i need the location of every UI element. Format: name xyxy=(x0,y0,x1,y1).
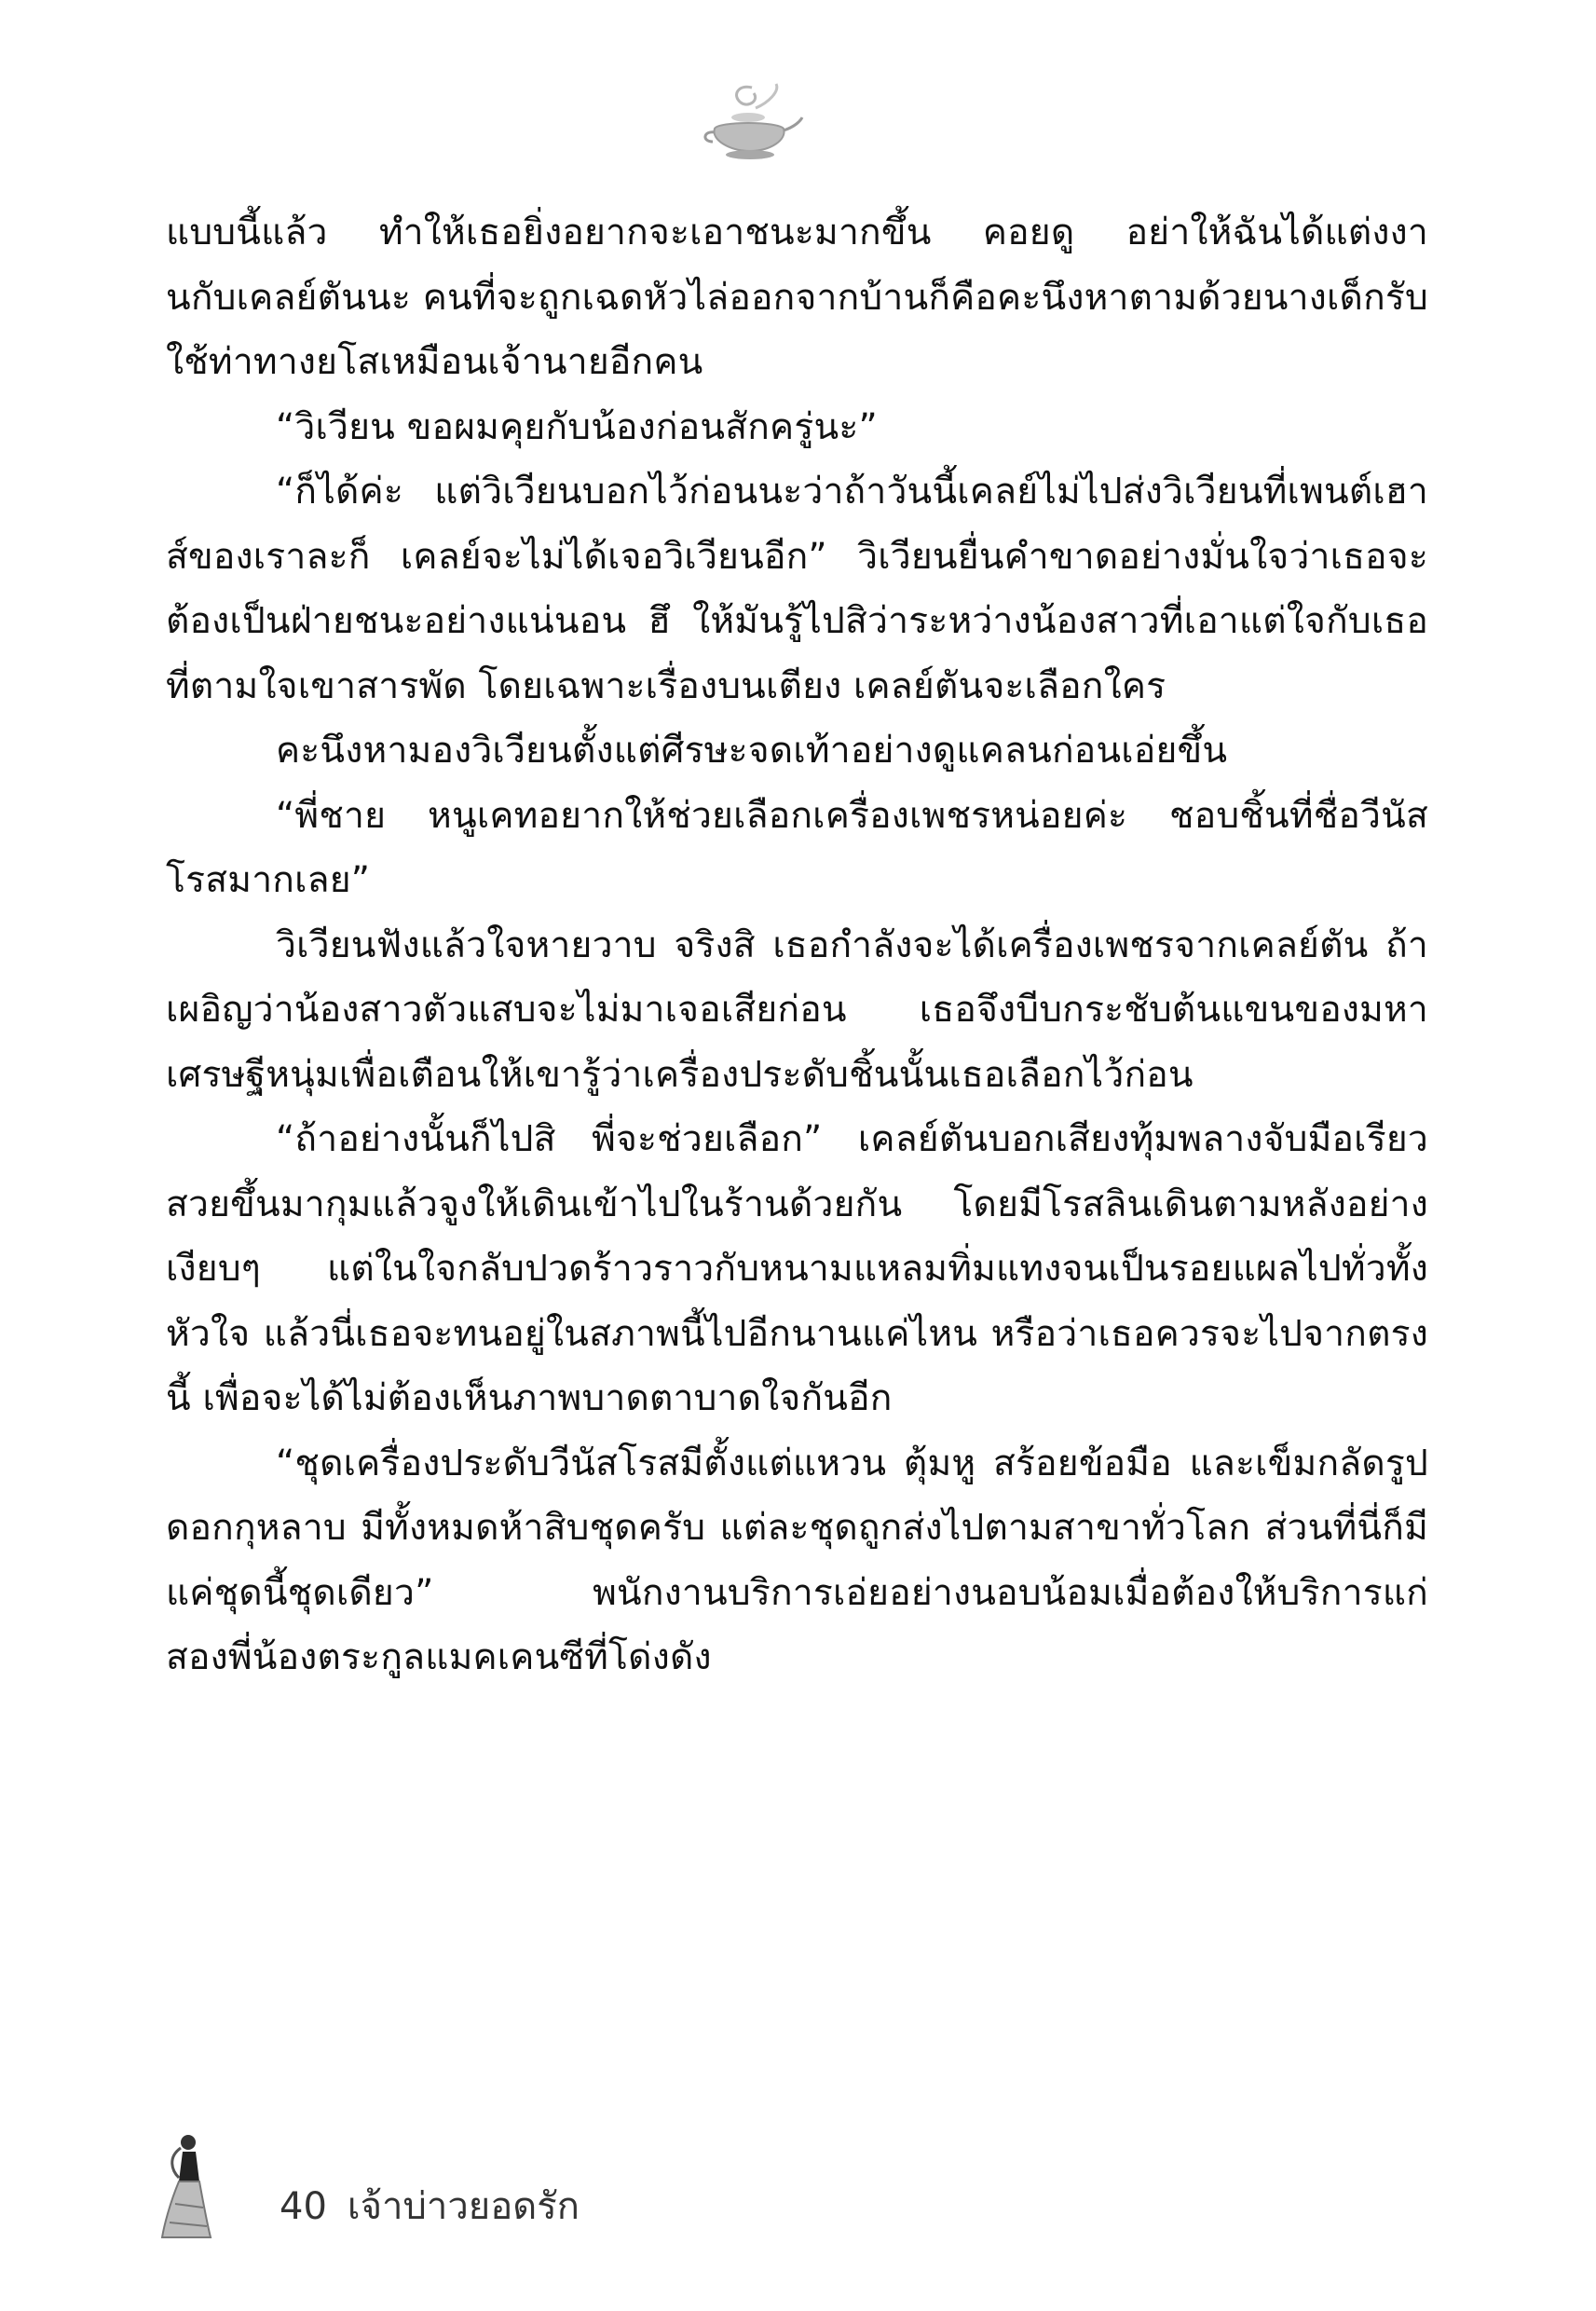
genie-lamp-icon xyxy=(694,80,806,164)
paragraph: “ถ้าอย่างนั้นก็ไปสิ พี่จะช่วยเลือก” เคลย์ตันบอกเสียงทุ้มพลางจับมือเรียวสวยขึ้นมากุมแล้วจูงให้เดินเข้าไปในร้านด้วยกัน โดยมีโรสลินเดินตามหลังอย่างเงียบๆ แต่ในใจกลับปวดร้าวราวกับหนามแหลมทิ่มแทงจนเป็นรอยแผลไปทั่วทั้งหัวใจ แล้วนี่เธอจะทนอยู่ในสภาพนี้ไปอีกนานแค่ไหน หรือว่าเธอควรจะไปจากตรงนี้ เพื่อจะได้ไม่ต้องเห็นภาพบาดตาบาดใจกันอีก xyxy=(166,1118,1428,1419)
page-number: 40 xyxy=(280,2185,327,2228)
paragraph: “ก็ได้ค่ะ แต่วิเวียนบอกไว้ก่อนนะว่าถ้าวันนี้เคลย์ไม่ไปส่งวิเวียนที่เพนต์เฮาส์ของเราละก็ เคลย์จะไม่ได้เจอวิเวียนอีก” วิเวียนยื่นคำขาดอย่างมั่นใจว่าเธอจะต้องเป็นฝ่ายชนะอย่างแน่นอน ฮึ ให้มันรู้ไปสิว่าระหว่างน้องสาวที่เอาแต่ใจกับเธอที่ตามใจเขาสารพัด โดยเฉพาะเรื่องบนเตียง เคลย์ตันจะเลือกใคร xyxy=(166,471,1428,707)
footer-label xyxy=(280,2176,600,2236)
paragraph: แบบนี้แล้ว ทำให้เธอยิ่งอยากจะเอาชนะมากขึ้น คอยดู อย่าให้ฉันได้แต่งงานกับเคลย์ตันนะ คนที่จะถูกเฉดหัวไล่ออกจากบ้านก็คือคะนึงหาตามด้วยนางเด็กรับใช้ท่าทางยโสเหมือนเจ้านายอีกคน xyxy=(166,212,1428,383)
bride-figure-icon xyxy=(158,2129,214,2241)
paragraph: “พี่ชาย หนูเคทอยากให้ช่วยเลือกเครื่องเพชรหน่อยค่ะ ชอบชิ้นที่ชื่อวีนัสโรสมากเลย” xyxy=(166,794,1428,901)
paragraph: “ชุดเครื่องประดับวีนัสโรสมีตั้งแต่แหวน ตุ้มหู สร้อยข้อมือ และเข็มกลัดรูปดอกกุหลาบ มีทั้งหมดห้าสิบชุดครับ แต่ละชุดถูกส่งไปตามสาขาทั่วโลก ส่วนที่นี่ก็มีแค่ชุดนี้ชุดเดียว” พนักงานบริการเอ่ยอย่างนอบน้อมเมื่อต้องให้บริการแก่สองพี่น้องตระกูลแมคเคนซีที่โด่งดัง xyxy=(166,1442,1428,1678)
story-text xyxy=(166,200,1428,1690)
paragraph: วิเวียนฟังแล้วใจหายวาบ จริงสิ เธอกำลังจะได้เครื่องเพชรจากเคลย์ตัน ถ้าเผอิญว่าน้องสาวตัวแสบจะไม่มาเจอเสียก่อน เธอจึงบีบกระชับต้นแขนของมหาเศรษฐีหนุ่มเพื่อเตือนให้เขารู้ว่าเครื่องประดับชิ้นนั้นเธอเลือกไว้ก่อน xyxy=(166,923,1428,1096)
paragraph: คะนึงหามองวิเวียนตั้งแต่ศีรษะจดเท้าอย่างดูแคลนก่อนเอ่ยขึ้น xyxy=(276,730,1228,772)
book-title: เจ้าบ่าวยอดรัก xyxy=(347,2185,580,2228)
paragraph: “วิเวียน ขอผมคุยกับน้องก่อนสักครู่นะ” xyxy=(276,405,878,448)
page-footer xyxy=(158,2129,811,2241)
